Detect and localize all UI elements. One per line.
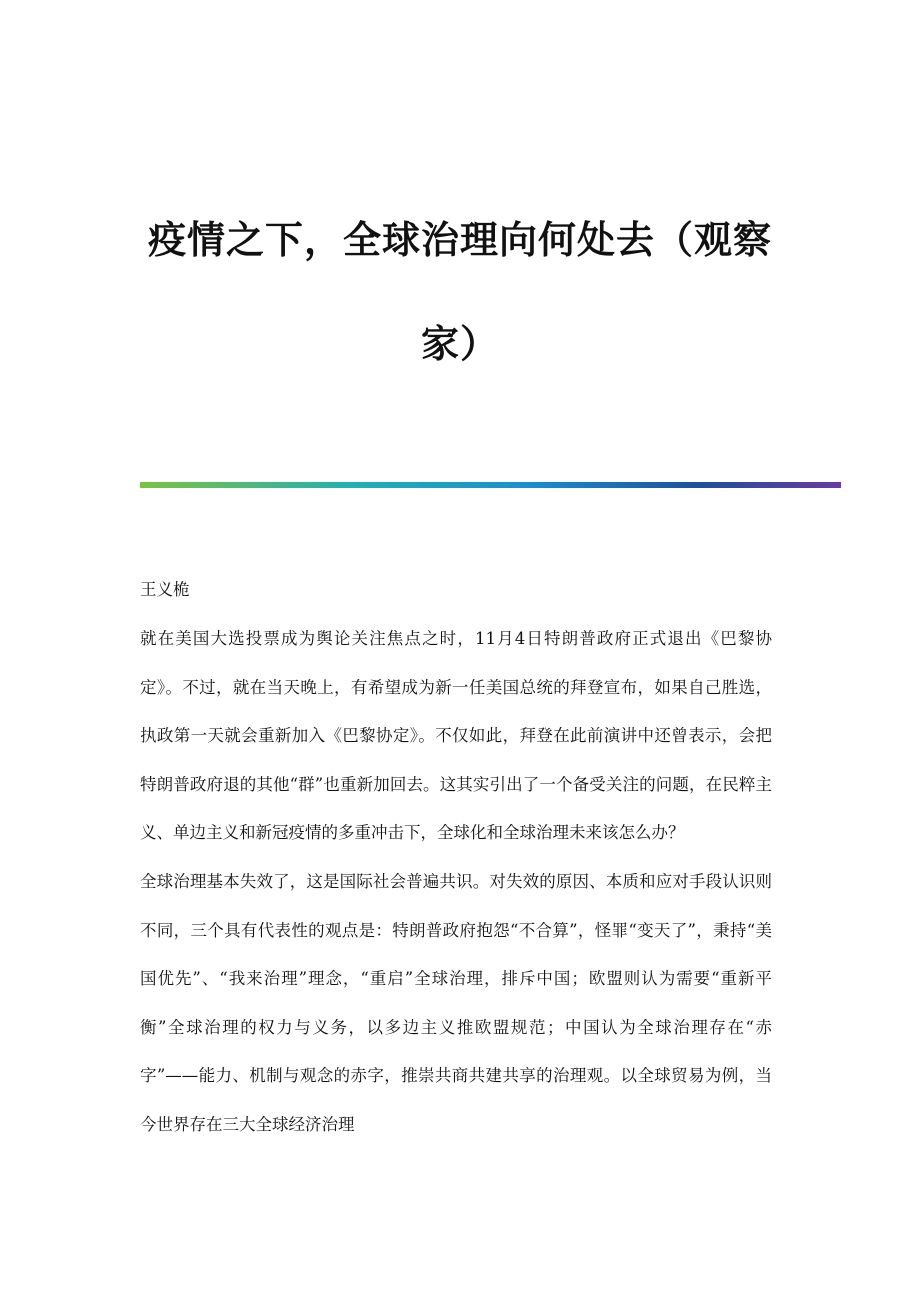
document-title: 疫情之下，全球治理向何处去（观察家） <box>147 217 772 366</box>
author-name: 王义桅 <box>140 580 190 599</box>
paragraph-2: 全球治理基本失效了，这是国际社会普遍共识。对失效的原因、本质和应对手段认识则不同，三个具有代表性的观点是：特朗普政府抱怨“不合算”，怪罪“变天了”，秉持“美国优先”、“我来治理”理念，“重启”全球治理，排斥中国；欧盟则认为需要“重新平衡”全球治理的权力与义务，以多边主义推欧盟规范；中国认为全球治理存在“赤字”——能力、机制与观念的赤字，推崇共商共建共享的治理观。以全球贸易为例，当今世界存在三大全球经济治理 <box>140 871 772 1134</box>
article-body <box>140 566 772 1150</box>
paragraph-1: 就在美国大选投票成为舆论关注焦点之时，11月4日特朗普政府正式退出《巴黎协定》。不过，就在当天晚上，有希望成为新一任美国总统的拜登宣布，如果自己胜选，执政第一天就会重新加入《巴黎协定》。不仅如此，拜登在此前演讲中还曾表示，会把特朗普政府退的其他“群”也重新加回去。这其实引出了一个备受关注的问题，在民粹主义、单边主义和新冠疫情的多重冲击下，全球化和全球治理未来该怎么办？ <box>140 628 772 843</box>
gradient-divider <box>140 482 841 488</box>
